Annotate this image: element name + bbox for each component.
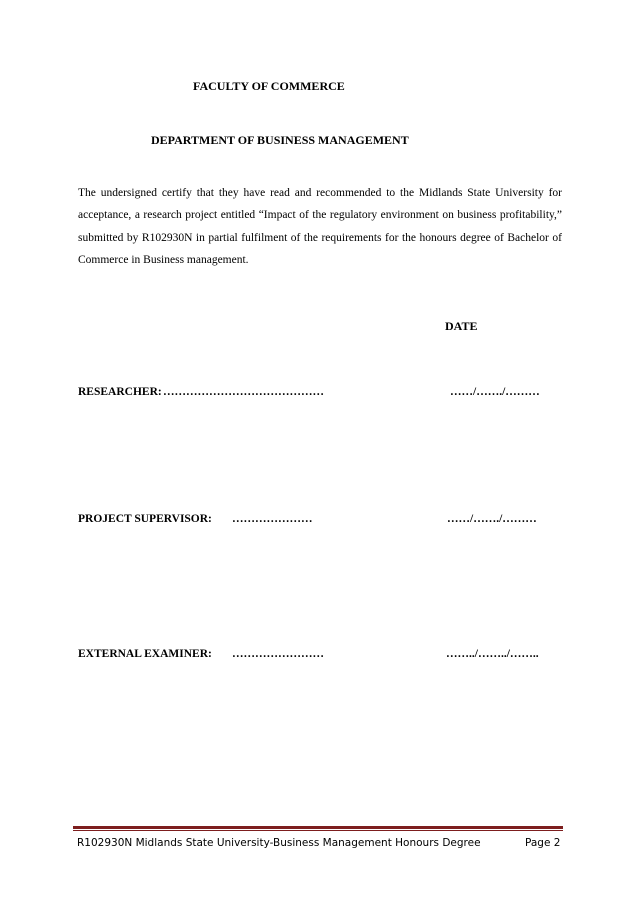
- department-heading: DEPARTMENT OF BUSINESS MANAGEMENT: [151, 133, 409, 147]
- date-label: DATE: [445, 319, 478, 333]
- researcher-signature-line: ……………………………………: [163, 386, 324, 398]
- researcher-label: RESEARCHER:: [78, 386, 162, 398]
- certification-paragraph: The undersigned certify that they have read and recommended to the Midlands State University for acceptance, a research project entitled “Impact of the regulatory environment on business profitability,” submitted by R102930N in partial fulfilment of the requirements for the honours degree of Bachelor of Commerce in Business management.: [78, 187, 562, 266]
- researcher-date-line: ……/……./………: [450, 386, 540, 398]
- footer-document-title: R102930N Midlands State University-Business Management Honours Degree: [77, 837, 481, 849]
- examiner-signature-line: ……………………: [232, 648, 324, 660]
- faculty-heading: FACULTY OF COMMERCE: [193, 79, 345, 93]
- examiner-date-line: ……../……../……..: [446, 648, 539, 660]
- footer-page-number: Page 2: [525, 837, 561, 849]
- supervisor-label: PROJECT SUPERVISOR:: [78, 513, 212, 525]
- examiner-label: EXTERNAL EXAMINER:: [78, 648, 212, 660]
- supervisor-signature-line: …………………: [232, 513, 313, 525]
- footer-divider-thin: [73, 830, 563, 831]
- footer-divider: [73, 826, 563, 829]
- supervisor-date-line: ……/……./………: [447, 513, 537, 525]
